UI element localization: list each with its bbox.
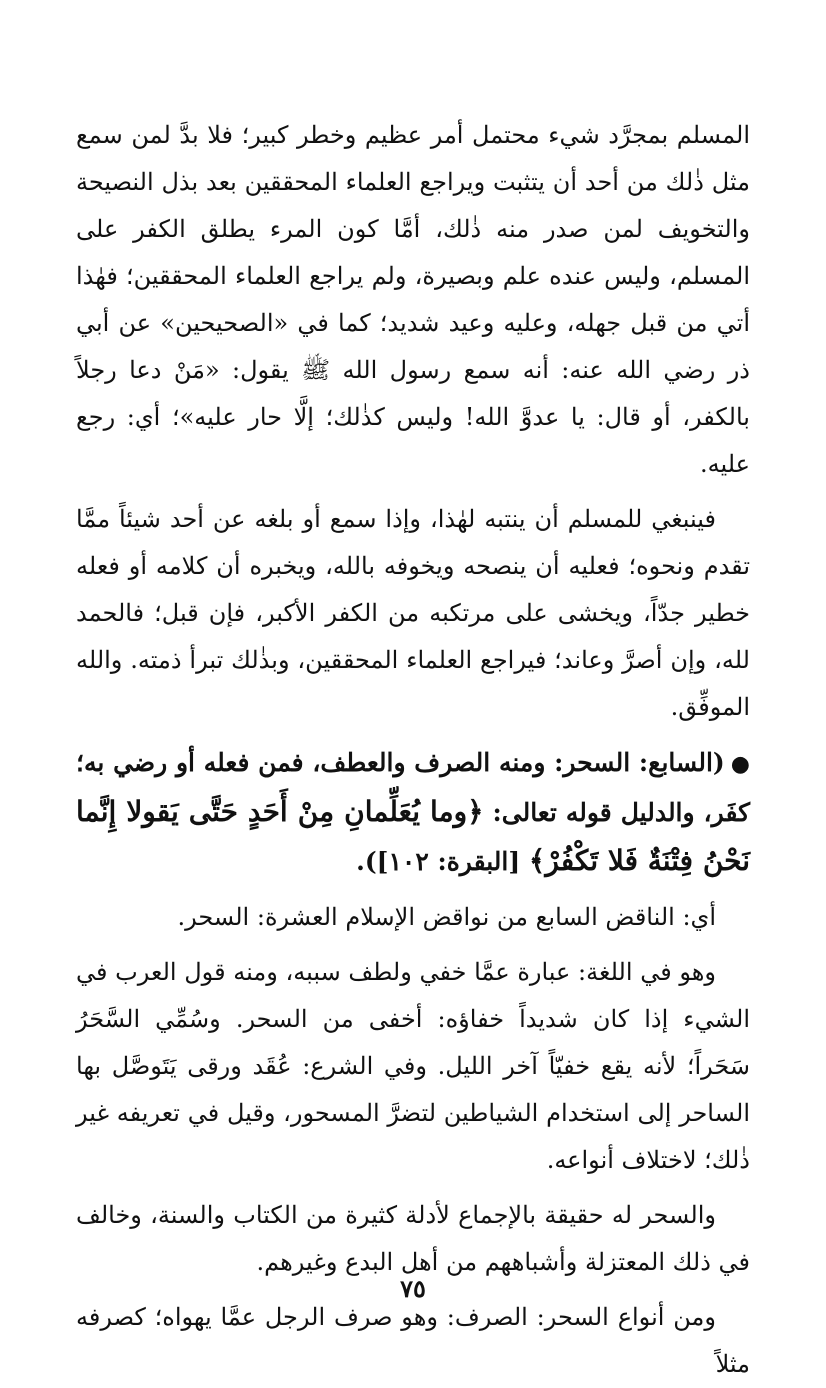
paragraph-seventh-nullifier (76, 739, 750, 886)
paragraph-advice: فينبغي للمسلم أن ينتبه لهٰذا، وإذا سمع أو بلغه عن أحد شيئاً ممَّا تقدم ونحوه؛ فعليه أن ينصحه ويخوفه بالله، ويخبره أن كلامه أو فعله خطير جدّاً، ويخشى على مرتكبه من الكفر الأكبر، فإن قبل؛ فالحمد لله، وإن أصرَّ وعاند؛ فيراجع العلماء المحققين، وبذٰلك تبرأ ذمته. والله الموفِّق. (76, 505, 750, 721)
paragraph-continuation: المسلم بمجرَّد شيء محتمل أمر عظيم وخطر كبير؛ فلا بدَّ لمن سمع مثل ذٰلك من أحد أن يتثبت ويراجع العلماء المحققين بعد بذل النصيحة والتخويف لمن صدر منه ذٰلك، أمَّا كون المرء يطلق الكفر على المسلم، وليس عنده علم وبصيرة، ولم يراجع العلماء المحققين؛ فهٰذا أتي من قبل جهله، وعليه وعيد شديد؛ كما في «الصحيحين» عن أبي ذر رضي الله عنه: أنه سمع رسول الله ﷺ يقول: «مَنْ دعا رجلاً بالكفر، أو قال: يا عدوَّ الله! وليس كذٰلك؛ إلَّا حار عليه»؛ أي: رجع عليه. (76, 121, 750, 478)
quran-verse: ﴿وما يُعَلِّمانِ مِنْ أَحَدٍ حَتَّى يَقولا إِنَّما نَحْنُ فِتْنَةٌ فَلا تَكْفُرْ﴾ (76, 795, 750, 877)
paragraph-definition: وهو في اللغة: عبارة عمَّا خفي ولطف سببه، ومنه قول العرب في الشيء إذا كان شديداً خفاؤه: أخفى من السحر. وسُمِّي السَّحَرُ سَحَراً؛ لأنه يقع خفيّاً آخر الليل. وفي الشرع: عُقَد ورقى يَتَوصَّل بها الساحر إلى استخدام الشياطين لتضرَّ المسحور، وقيل في تعريفه غير ذٰلك؛ لاختلاف أنواعه. (76, 958, 750, 1174)
bullet-icon: ● (730, 751, 750, 777)
verse-reference: [البقرة: ١٠٢]). (356, 847, 529, 876)
page-number: ٧٥ (400, 1274, 426, 1303)
nullifier-text-before: (السابع: السحر: ومنه الصرف والعطف، فمن فعله أو رضي به؛ كفَر، والدليل قوله تعالى: (76, 748, 750, 827)
paragraph-explanation: أي: الناقض السابع من نواقض الإسلام العشرة: السحر. (177, 903, 716, 931)
paragraph-reality: والسحر له حقيقة بالإجماع لأدلة كثيرة من الكتاب والسنة، وخالف في ذلك المعتزلة وأشباههم من أهل البدع وغيرهم. (76, 1201, 750, 1276)
paragraph-types: ومن أنواع السحر: الصرف: وهو صرف الرجل عمَّا يهواه؛ كصرفه مثلاً (76, 1303, 750, 1378)
